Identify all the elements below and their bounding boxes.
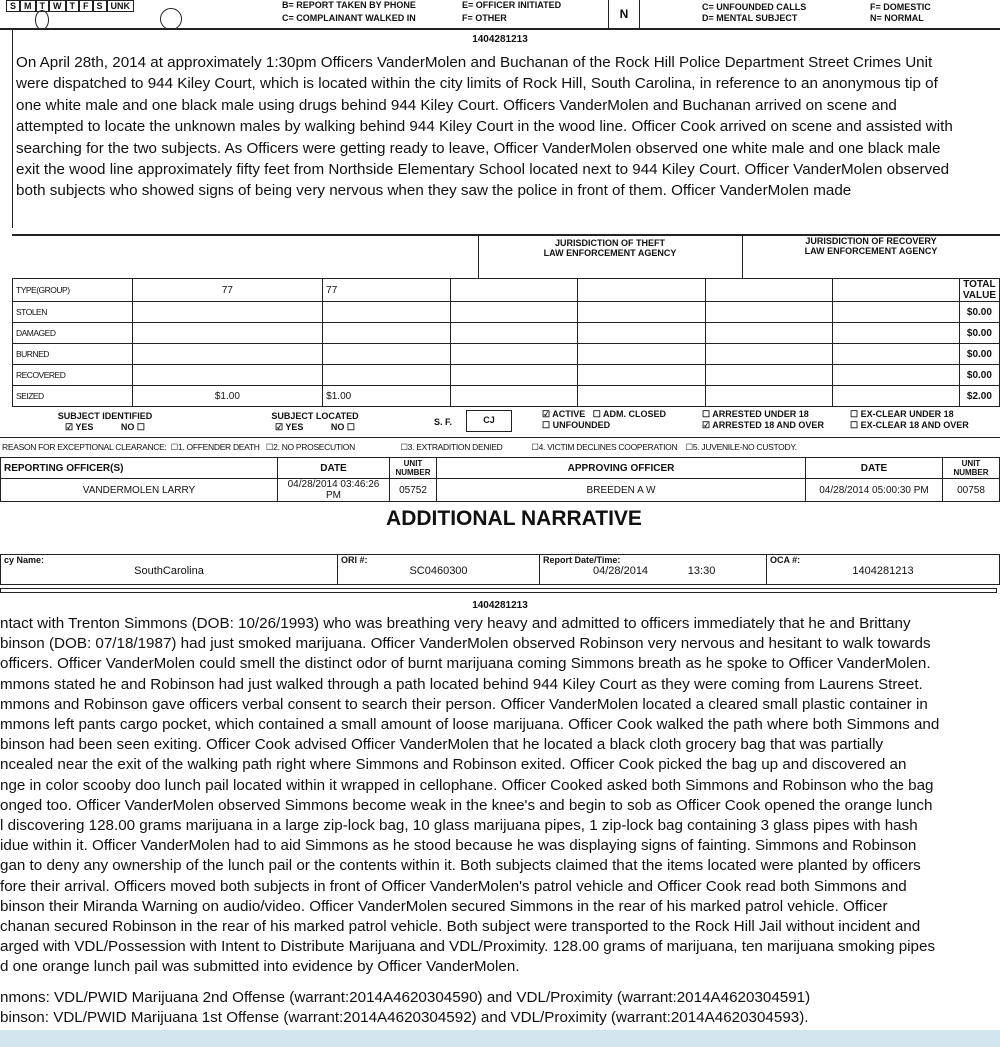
narrative-line: chanan secured Robinson in the rear of his marked patrol vehicle. Both subject were transported to the Rock Hill Jail without incident and <box>0 918 921 936</box>
officers-table: REPORTING OFFICER(S) DATE UNIT NUMBER APPROVING OFFICER DATE UNIT NUMBER VANDERMOLEN LARRY 04/28/2014 03:46:26 PM 05752 BREEDEN A W 04/28/2014 05:00:30 PM 00758 <box>0 457 1000 502</box>
property-cell <box>578 344 705 365</box>
property-cell: $0.00 <box>959 344 999 365</box>
narrative <box>16 52 953 202</box>
day: UNK <box>107 0 135 12</box>
case-status: ☑ ACTIVE ☐ ADM. CLOSED ☐ UNFOUNDED <box>542 409 667 430</box>
agency-info-table: cy Name: SouthCarolina ORI #: SC0460300 Report Date/Time: 04/28/2014 13:30 OCA #: 1404281213 <box>0 554 1000 585</box>
narrative-line: binson (DOB: 07/18/1987) had just smoked marijuana. Officer VanderMolen observed Robinson very nervous and hesitant to walk towards <box>0 635 931 653</box>
code: N= NORMAL <box>870 13 924 23</box>
property-cell <box>832 386 959 407</box>
property-table <box>12 278 1000 407</box>
property-cell <box>578 365 705 386</box>
sf-label: S. F. <box>434 417 453 427</box>
property-row <box>13 386 1000 407</box>
narrative-line: both subjects who showed signs of being very nervous when they saw the police in front of them. Officer VanderMolen made <box>16 182 852 200</box>
property-cell: $0.00 <box>959 323 999 344</box>
property-cell: $0.00 <box>959 365 999 386</box>
property-cell: TYPE(GROUP) <box>13 279 133 302</box>
exceptional-clearance: REASON FOR EXCEPTIONAL CLEARANCE: ☐1. OFFENDER DEATH ☐2. NO PROSECUTION ☐3. EXTRADITION DENIED ☐4. VICTIM DECLINES COOPERATION ☐5. JUVENILE-NO CUSTODY. <box>2 442 797 452</box>
narrative-line: mmons stated he and Robinson had just walked through a path located behind 944 Kiley Court as they were coming from Laurens Street. <box>0 675 923 693</box>
bottom-bar <box>0 1030 1000 1047</box>
code: E= OFFICER INITIATED <box>462 0 562 10</box>
property-cell: STOLEN <box>13 302 133 323</box>
ex-clear-status: ☐ EX-CLEAR UNDER 18 ☐ EX-CLEAR 18 AND OVER <box>850 409 969 430</box>
narrative-line: l discovering 128.00 grams marijuana in a large zip-lock bag, 10 glass marijuana pipes, 1 zip-lock bag containing 3 glass pipes with hash <box>0 817 918 835</box>
narrative-line: gan to deny any ownership of the lunch pail or the contents within it. Both subjects claimed that the items located were planted by officers <box>0 857 921 875</box>
day: S <box>6 0 20 12</box>
day-of-week-row <box>6 0 134 12</box>
additional-narrative <box>0 614 939 978</box>
narrative-line: fore their arrival. Officers moved both subjects in front of Officer VanderMolen's patrol vehicle and Officer Cook read both Simmons and <box>0 877 907 895</box>
day: M <box>20 0 36 12</box>
case-number: 1404281213 <box>472 600 528 611</box>
charge-line: binson: VDL/PWID Marijuana 1st Offense (warrant:2014A4620304592) and VDL/Proximity (warrant:2014A4620304593). <box>0 1009 809 1026</box>
code: F= DOMESTIC <box>870 2 931 12</box>
property-cell: $0.00 <box>959 302 999 323</box>
narrative-line: exit the wood line approximately fifty feet from Northside Elementary School located next to 944 Kiley Court. Officer VanderMolen observed <box>16 161 950 179</box>
property-cell <box>323 365 451 386</box>
property-cell <box>578 386 705 407</box>
property-cell <box>451 365 578 386</box>
day: F <box>79 0 93 12</box>
narrative-line: one white male and one black male using drugs behind 944 Kiley Court. Officers VanderMolen and Buchanan arrived on scene and <box>16 96 897 114</box>
narrative-line: idue within it. Officer VanderMolen had to aid Simmons as he stood because he was displaying signs of fainting. Simmons and Robinson <box>0 837 917 855</box>
property-cell <box>705 365 832 386</box>
narrative-line: binson their Miranda Warning on audio/video. Officer VanderMolen secured Simmons in the rear of his marked patrol vehicle. Officer <box>0 897 888 915</box>
property-cell <box>578 279 705 302</box>
property-cell: BURNED <box>13 344 133 365</box>
narrative-line: officers. Officer VanderMolen could smell the distinct odor of burnt marijuana coming Simmons breath as he spoke to Officer VanderMolen. <box>0 655 931 673</box>
property-cell <box>451 302 578 323</box>
property-cell <box>705 302 832 323</box>
property-cell: 77 <box>323 279 451 302</box>
narrative-line: binson had been seen exiting. Officer Cook advised Officer VanderMolen that he located a black cloth grocery bag that was partially <box>0 736 884 754</box>
property-cell <box>132 323 323 344</box>
property-cell <box>451 323 578 344</box>
code: C= UNFOUNDED CALLS <box>702 2 807 12</box>
narrative-line: nge in color scooby doo lunch pail located within it wrapped in cellophane. Officer Cooked asked both Simmons and Robinson who the bag <box>0 776 934 794</box>
property-cell: TOTAL VALUE <box>959 279 999 302</box>
day: S <box>93 0 107 12</box>
property-cell <box>705 279 832 302</box>
arrest-status: ☐ ARRESTED UNDER 18 ☑ ARRESTED 18 AND OVER <box>702 409 824 430</box>
charge-line: nmons: VDL/PWID Marijuana 2nd Offense (warrant:2014A4620304590) and VDL/Proximity (warrant:2014A4620304591) <box>0 989 811 1006</box>
property-cell: SEIZED <box>13 386 133 407</box>
property-cell <box>451 279 578 302</box>
property-cell <box>132 344 323 365</box>
property-row <box>13 365 1000 386</box>
narrative-line: mmons and Robinson gave officers verbal consent to search their person. Officer VanderMolen located a cleared small plastic container in <box>0 695 928 713</box>
property-cell <box>323 344 451 365</box>
jurisdiction-recovery: JURISDICTION OF RECOVERY LAW ENFORCEMENT AGENCY <box>804 236 938 256</box>
reporting-officer: VANDERMOLEN LARRY <box>1 479 278 502</box>
code: F= OTHER <box>462 13 507 23</box>
narrative-line: mmons left pants cargo pocket, which contained a small amount of loose marijuana. Officer Cook walked the path where both Simmons and <box>0 716 940 734</box>
property-cell <box>323 323 451 344</box>
property-cell: $1.00 <box>132 386 323 407</box>
property-cell <box>832 302 959 323</box>
property-cell <box>132 302 323 323</box>
additional-narrative-title: ADDITIONAL NARRATIVE <box>386 507 642 530</box>
property-cell <box>132 365 323 386</box>
approving-officer: BREEDEN A W <box>437 479 806 502</box>
day: T <box>66 0 80 12</box>
narrative-line: onged too. Officer VanderMolen observed Simmons become weak in the knee's and begin to sob as Officer Cook opened the orange lunch <box>0 796 933 814</box>
property-row <box>13 344 1000 365</box>
property-cell: DAMAGED <box>13 323 133 344</box>
narrative-line: On April 28th, 2014 at approximately 1:30pm Officers VanderMolen and Buchanan of the Rock Hill Police Department Street Crimes Unit <box>16 54 933 71</box>
narrative-line: ntact with Trenton Simmons (DOB: 10/26/1993) who was breathing very heavy and admitted to officers immediately that he and Brittany <box>0 615 911 632</box>
narrative-line: attempted to locate the unknown males by walking behind 944 Kiley Court in the wood line. Officer Cook arrived on scene and assisted with <box>16 118 953 136</box>
property-cell <box>832 344 959 365</box>
circled-mark <box>160 8 182 30</box>
property-cell <box>832 323 959 344</box>
code: B= REPORT TAKEN BY PHONE <box>282 0 416 10</box>
property-row <box>13 279 1000 302</box>
property-cell <box>578 302 705 323</box>
property-row <box>13 302 1000 323</box>
jurisdiction-theft: JURISDICTION OF THEFT LAW ENFORCEMENT AGENCY <box>543 238 677 258</box>
code: C= COMPLAINANT WALKED IN <box>282 13 416 23</box>
property-cell <box>832 365 959 386</box>
property-cell: $1.00 <box>323 386 451 407</box>
property-cell: $2.00 <box>959 386 999 407</box>
sf-value: CJ <box>466 410 512 432</box>
property-cell <box>451 344 578 365</box>
property-cell <box>705 344 832 365</box>
circled-mark <box>35 10 49 30</box>
property-cell <box>323 302 451 323</box>
narrative-line: were dispatched to 944 Kiley Court, which is located within the city limits of Rock Hill, South Carolina, in reference to an anonymous tip of <box>16 75 938 93</box>
narrative-line: d one orange lunch pail was submitted into evidence by Officer VanderMolen. <box>0 958 520 976</box>
narrative-line: searching for the two subjects. As Officers were getting ready to leave, Officer VanderMolen observed one white male and one black male <box>16 139 941 157</box>
narrative-line: ncealed near the exit of the walking path right where Simmons and Robinson exited. Officer Cook picked the bag up and discovered an <box>0 756 907 774</box>
code-n: N <box>608 0 640 28</box>
property-cell <box>705 323 832 344</box>
property-cell <box>451 386 578 407</box>
charges <box>0 988 810 1028</box>
property-cell: 77 <box>132 279 323 302</box>
day: W <box>49 0 66 12</box>
day: T <box>36 0 50 12</box>
property-cell <box>832 279 959 302</box>
property-cell <box>578 323 705 344</box>
code: D= MENTAL SUBJECT <box>702 13 798 23</box>
property-cell: RECOVERED <box>13 365 133 386</box>
narrative-line: arged with VDL/Possession with Intent to Distribute Marijuana and VDL/Proximity. 128.00 grams of marijuana, ten marijuana smoking pipes <box>0 938 936 956</box>
property-cell <box>705 386 832 407</box>
subject-identified: SUBJECT IDENTIFIED ☑ YES NO ☐ <box>57 411 153 432</box>
subject-located: SUBJECT LOCATED ☑ YES NO ☐ <box>271 411 359 432</box>
property-row <box>13 323 1000 344</box>
case-number: 1404281213 <box>472 34 528 45</box>
